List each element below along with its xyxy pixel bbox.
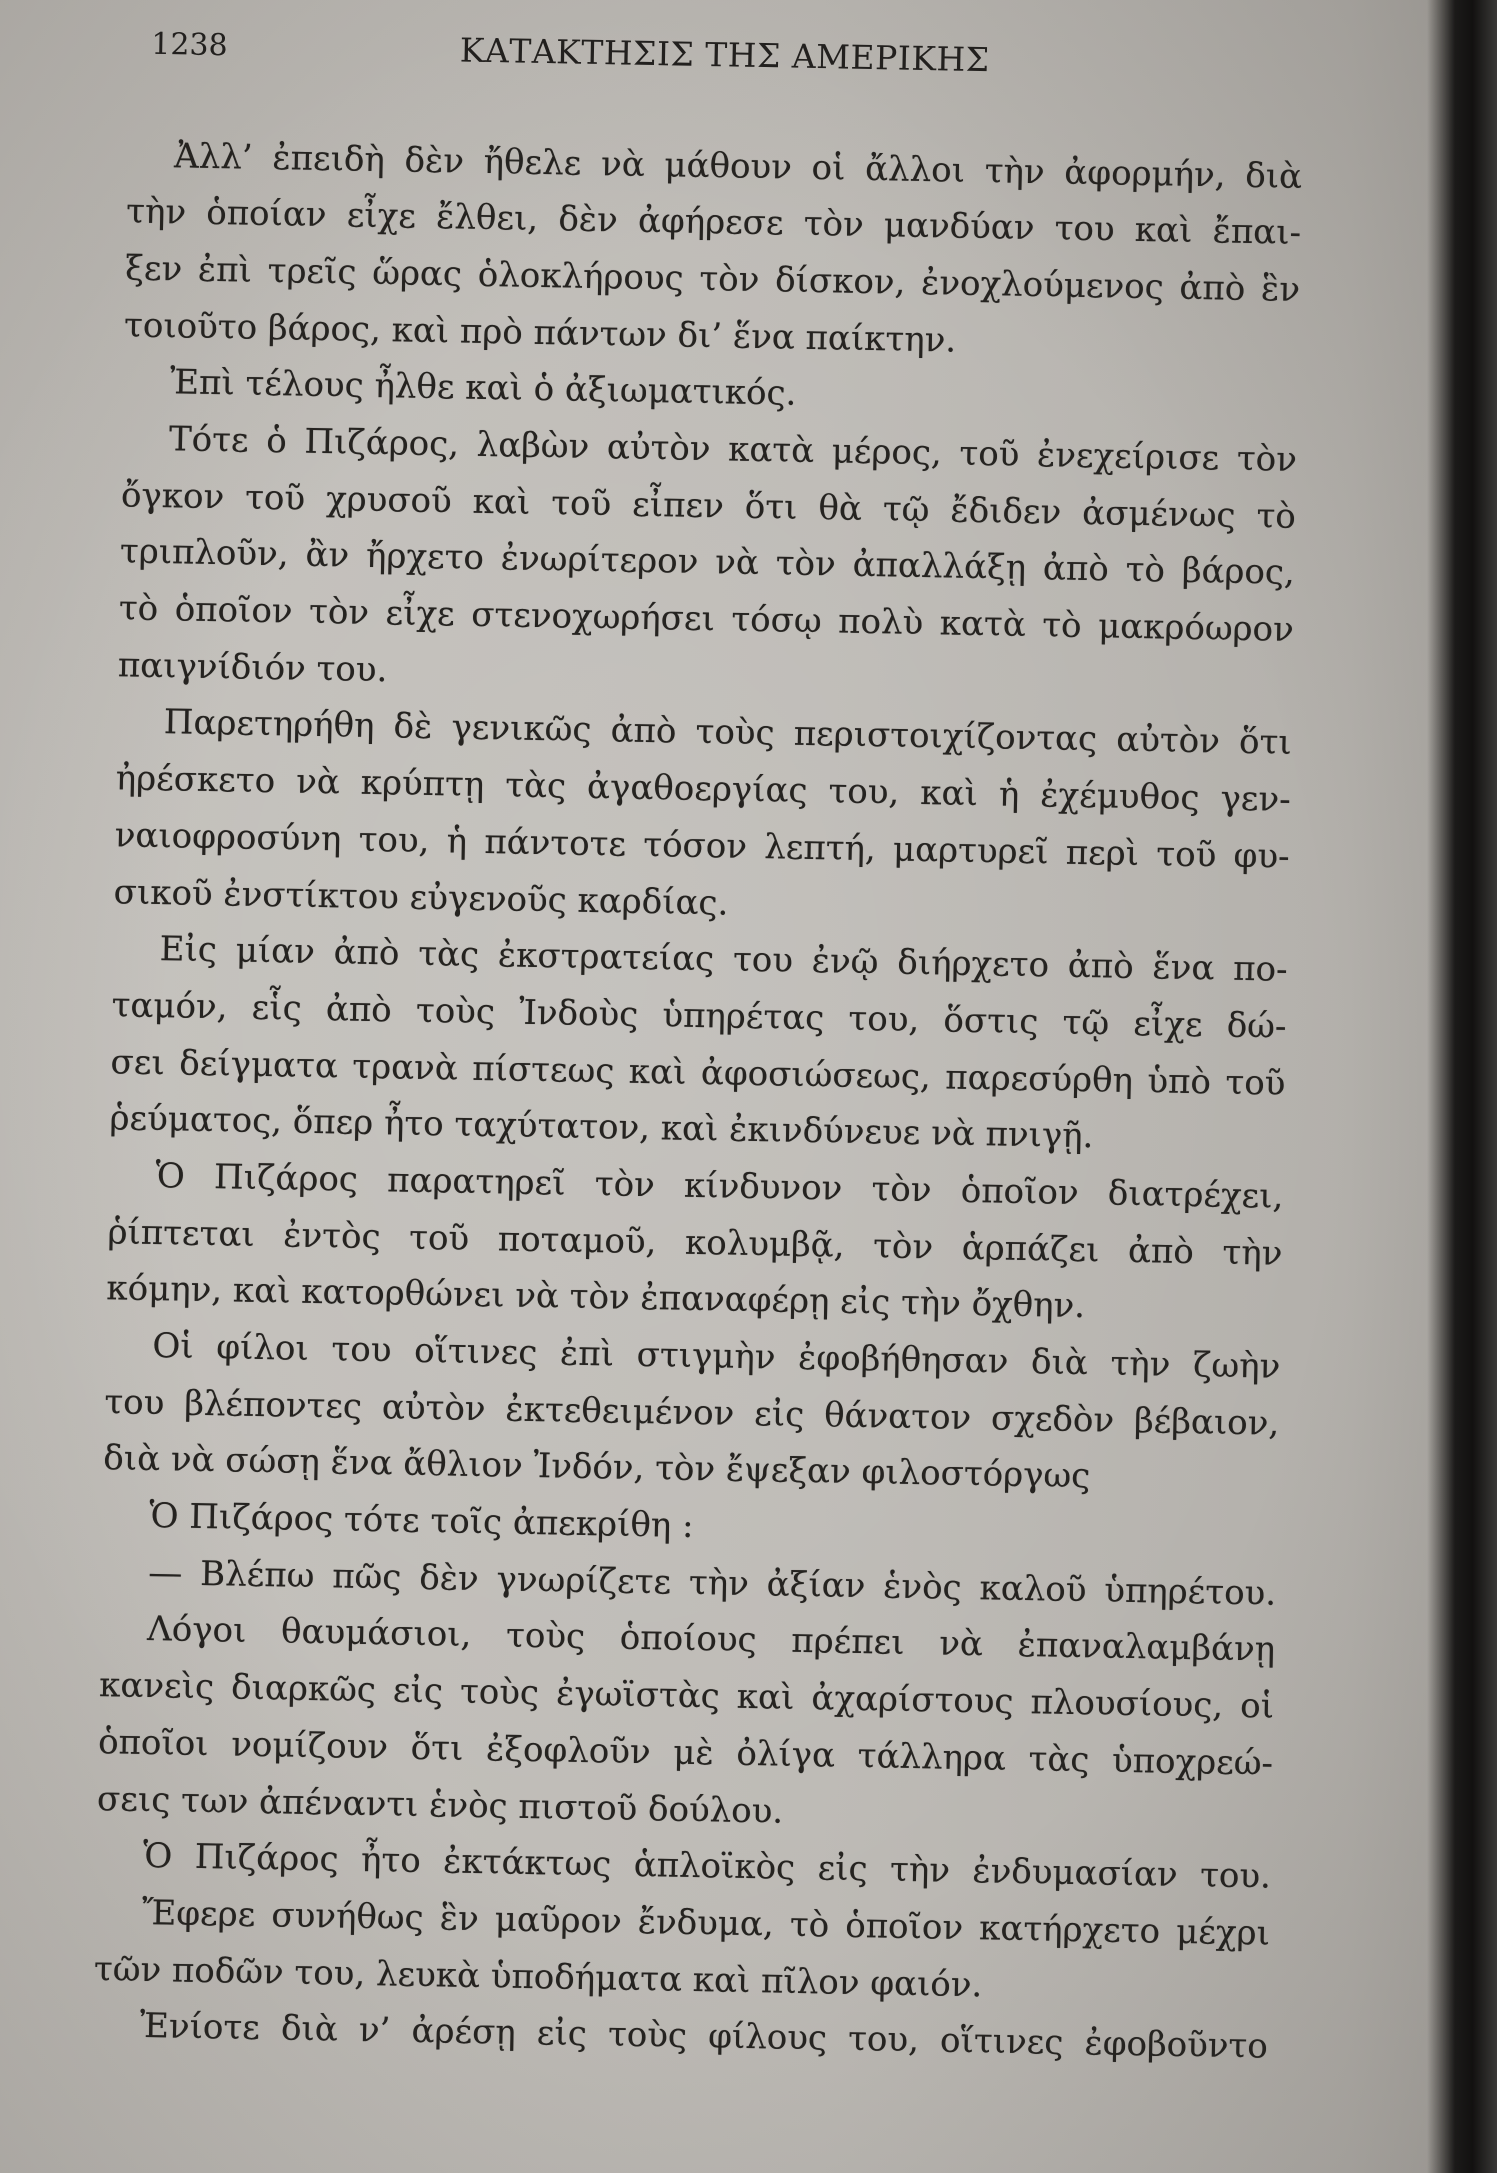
text-line: ῥίπτεται ἐντὸς τοῦ ποταμοῦ, κολυμβᾷ, τὸν ἁρπάζει ἀπὸ τὴν bbox=[107, 1211, 1283, 1274]
text-line: σεις των ἀπέναντι ἑνὸς πιστοῦ δούλου. bbox=[96, 1778, 784, 1832]
text-line: παιγνίδιόν του. bbox=[117, 645, 388, 691]
text-line: τοιοῦτο βάρος, καὶ πρὸ πάντων δι’ ἕνα παίκτην. bbox=[123, 305, 957, 361]
text-line: Οἱ φίλοι του οἵτινες ἐπὶ στιγμὴν ἐφοβήθησαν διὰ τὴν ζωὴν bbox=[152, 1326, 1281, 1387]
text-line: διὰ νὰ σώσῃ ἕνα ἄθλιον Ἰνδόν, τὸν ἔψεξαν φιλοστόργως bbox=[103, 1438, 1091, 1497]
text-line: τὸ ὁποῖον τὸν εἶχε στενοχωρήσει τόσῳ πολὺ κατὰ τὸ μακρόωρον bbox=[118, 588, 1295, 650]
text-line: Ὁ Πιζάρος παρατηρεῖ τὸν κίνδυνον τὸν ὁποῖον διατρέχει, bbox=[155, 1156, 1284, 1217]
text-line: τῶν ποδῶν του, λευκὰ ὑποδήματα καὶ πῖλον φαιόν. bbox=[93, 1948, 983, 2005]
book-page bbox=[92, 19, 1304, 2075]
running-header bbox=[129, 19, 1305, 91]
text-line: Ἐπὶ τέλους ἦλθε καὶ ὁ ἀξιωματικός. bbox=[169, 362, 797, 415]
text-line: ὄγκον τοῦ χρυσοῦ καὶ τοῦ εἶπεν ὅτι θὰ τῷ ἔδιδεν ἀσμένως τὸ bbox=[120, 475, 1297, 537]
text-line: Τότε ὁ Πιζάρος, λαβὼν αὐτὸν κατὰ μέρος, τοῦ ἐνεχείρισε τὸν bbox=[168, 419, 1298, 480]
text-line: κανεὶς διαρκῶς εἰς τοὺς ἐγωϊστὰς καὶ ἀχαρίστους πλουσίους, οἱ bbox=[98, 1665, 1275, 1727]
body-text bbox=[92, 127, 1302, 2076]
page-gutter-shadow bbox=[1427, 0, 1497, 2173]
text-line: Ἀλλ’ ἐπειδὴ δὲν ἤθελε νὰ μάθουν οἱ ἄλλοι τὴν ἀφορμήν, διὰ bbox=[173, 135, 1303, 197]
page-number: 1238 bbox=[150, 26, 228, 64]
text-line: ταμόν, εἷς ἀπὸ τοὺς Ἰνδοὺς ὑπηρέτας του, ὅστις τῷ εἶχε δώ- bbox=[111, 985, 1287, 1047]
text-line: ὁποῖοι νομίζουν ὅτι ἐξοφλοῦν μὲ ὀλίγα τάλληρα τὰς ὑποχρεώ- bbox=[97, 1721, 1274, 1784]
text-line: ἠρέσκετο νὰ κρύπτῃ τὰς ἀγαθοεργίας του, καὶ ἡ ἐχέμυθος γεν- bbox=[115, 758, 1292, 820]
text-line: ξεν ἐπὶ τρεῖς ὥρας ὁλοκλήρους τὸν δίσκον, ἐνοχλούμενος ἀπὸ ἓν bbox=[124, 248, 1301, 310]
text-line: του βλέποντες αὐτὸν ἐκτεθειμένον εἰς θάνατον σχεδὸν βέβαιον, bbox=[104, 1381, 1280, 1444]
text-line: Παρετηρήθη δὲ γενικῶς ἀπὸ τοὺς περιστοιχίζοντας αὐτὸν ὅτι bbox=[163, 702, 1293, 764]
text-line: Εἰς μίαν ἀπὸ τὰς ἐκστρατείας του ἐνῷ διήρχετο ἀπὸ ἕνα πο- bbox=[159, 929, 1288, 990]
text-line: τὴν ὁποίαν εἶχε ἔλθει, δὲν ἀφήρεσε τὸν μανδύαν του καὶ ἔπαι- bbox=[125, 191, 1302, 254]
running-title: ΚΑΤΑΚΤΗΣΙΣ ΤΗΣ ΑΜΕΡΙΚΗΣ bbox=[459, 30, 990, 80]
text-line: ναιοφροσύνη του, ἡ πάντοτε τόσον λεπτή, μαρτυρεῖ περὶ τοῦ φυ- bbox=[114, 815, 1290, 877]
text-line: Ἔφερε συνήθως ἓν μαῦρον ἔνδυμα, τὸ ὁποῖον κατήρχετο μέχρι bbox=[141, 1892, 1271, 1954]
text-line: σει δείγματα τρανὰ πίστεως καὶ ἀφοσιώσεως, παρεσύρθη ὑπὸ τοῦ bbox=[110, 1041, 1286, 1104]
text-line: Λόγοι θαυμάσιοι, τοὺς ὁποίους πρέπει νὰ ἐπαναλαμβάνῃ bbox=[146, 1609, 1276, 1671]
text-line: Ὁ Πιζάρος τότε τοῖς ἀπεκρίθη : bbox=[148, 1496, 694, 1547]
text-line: ῥεύματος, ὅπερ ἦτο ταχύτατον, καὶ ἐκινδύνευε νὰ πνιγῇ. bbox=[109, 1098, 1094, 1157]
text-line: Ἐνίοτε διὰ ν’ ἀρέσῃ εἰς τοὺς φίλους του, οἵτινες ἐφοβοῦντο bbox=[139, 2006, 1269, 2067]
text-line: τριπλοῦν, ἂν ἤρχετο ἐνωρίτερον νὰ τὸν ἀπαλλάξῃ ἀπὸ τὸ βάρος, bbox=[119, 531, 1296, 594]
text-line: — Βλέπω πῶς δὲν γνωρίζετε τὴν ἀξίαν ἑνὸς καλοῦ ὑπηρέτου. bbox=[147, 1552, 1277, 1614]
text-line: Ὁ Πιζάρος ἦτο ἐκτάκτως ἁπλοϊκὸς εἰς τὴν ἐνδυμασίαν του. bbox=[142, 1836, 1272, 1897]
text-line: κόμην, καὶ κατορθώνει νὰ τὸν ἐπαναφέρῃ εἰς τὴν ὄχθην. bbox=[106, 1268, 1086, 1327]
text-line: σικοῦ ἐνστίκτου εὐγενοῦς καρδίας. bbox=[113, 871, 729, 924]
